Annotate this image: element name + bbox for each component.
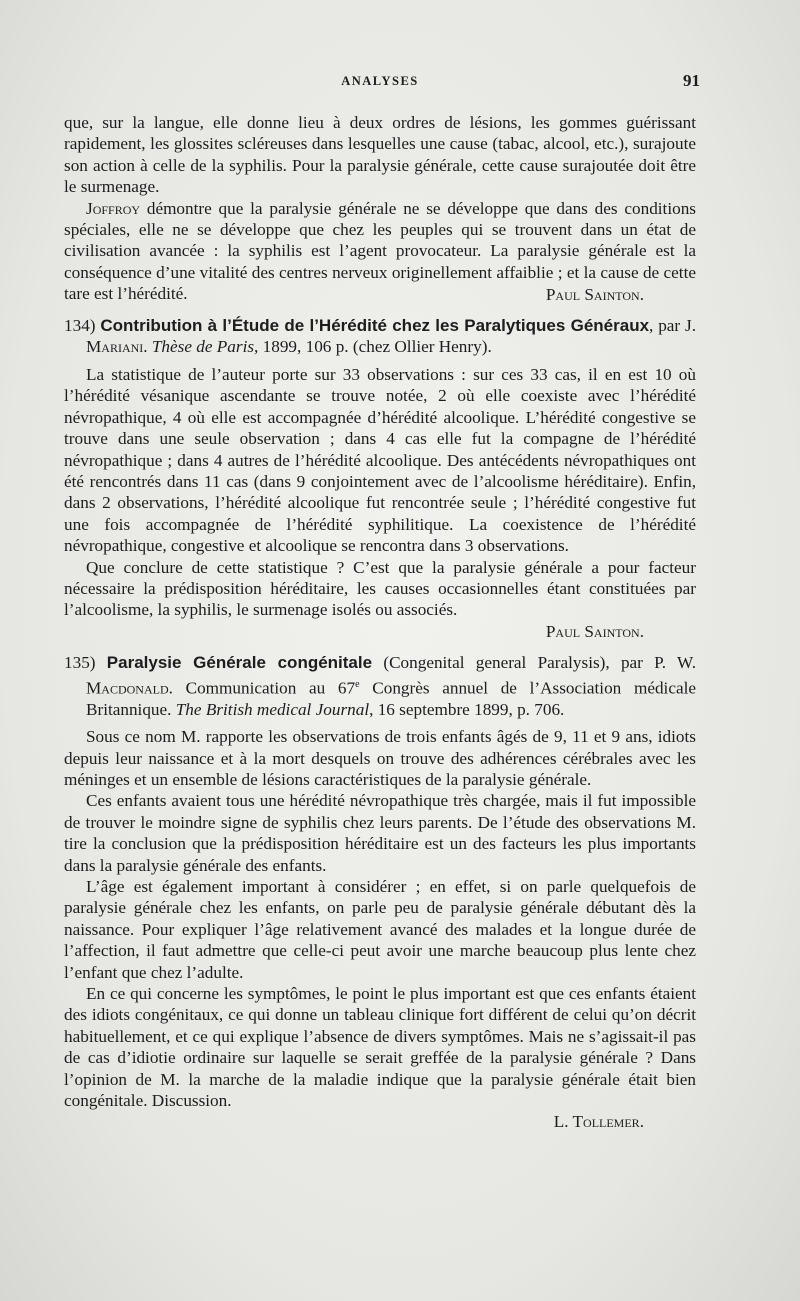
- signature: Paul Sainton.: [545, 284, 644, 304]
- running-title: ANALYSES: [341, 74, 419, 88]
- signature: Paul Sainton.: [545, 621, 644, 641]
- paragraph: Que conclure de cette statistique ? C’est que la paralysie générale a pour facteur nécessaire la prédisposition héréditaire, les causes occasionnelles étant constituées par l’alcoolisme, la syphilis, le surmenage isolés ou associés.: [64, 557, 696, 620]
- paragraph-text: démontre que la paralysie générale ne se développe que dans des conditions spéciales, elle ne se développe que chez les peuples qui se trouvent dans un état de civilisation avancée : la syphilis est l’agent provocateur. La paralysie générale est la conséquence d’une vitalité des centres nerveux originellement affaiblie ; et la cause de cette tare est l’hérédité.: [64, 198, 696, 304]
- entry-author: Macdonald: [86, 678, 169, 698]
- entry-by: , par J.: [649, 316, 696, 336]
- entry-publication-c: , 16 septembre 1899, p. 706.: [369, 699, 565, 719]
- paragraph: En ce qui concerne les symptômes, le point le plus important est que ces enfants étaient des idiots congénitaux, ce qui donne un tableau clinique fort différent de celui qu’on décrit habituellement, et ce qui explique l’absence de divers symptômes. Mais ne s’agissait-il pas de cas d’idiotie ordinaire sur laquelle se serait greffée de la paralysie générale ? Dans l’opinion de M. la marche de la maladie indique que la paralysie générale était bien congénitale. Discussion.: [64, 983, 696, 1111]
- entry-134: [64, 315, 696, 642]
- paragraph: L’âge est également important à considérer ; en effet, si on parle quelquefois de paralysie générale chez les enfants, on parle peu de paralysie générale débutant dès la naissance. Pour expliquer l’âge relativement avancé des malades et la longue durée de l’affection, il faut admettre que celle-ci peut avoir une marche beaucoup plus lente chez l’enfant que chez l’adulte.: [64, 876, 696, 982]
- paragraph: que, sur la langue, elle donne lieu à deux ordres de lésions, les gommes guérissant rapidement, les glossites scléreuses dans lesquelles une cause (tabac, alcool, etc.), surajoute son action à celle de la syphilis. Pour la paralysie générale, cette cause surajoutée doit être le surmenage.: [64, 113, 696, 197]
- author-name: Joffroy: [86, 198, 141, 218]
- paragraph: Ces enfants avaient tous une hérédité névropathique très chargée, mais il fut impossible de trouver le moindre signe de syphilis chez leurs parents. De l’étude des observations M. tire la conclusion que la prédisposition héréditaire est un des facteurs les plus importants dans la paralysie générale des enfants.: [64, 791, 696, 875]
- entry-publication-b: Congrès annuel de l’Association médicale Britannique.: [86, 678, 696, 719]
- entry-135: [64, 652, 696, 1133]
- running-header: [0, 71, 800, 96]
- entry-author: Mariani: [86, 337, 144, 357]
- entry-english-title: (Congenital general Paralysis), par P. W.: [372, 653, 696, 673]
- entry-publication-details: , 1899, 106 p. (chez Ollier Henry).: [254, 337, 492, 357]
- signature: L. Tollemer.: [553, 1112, 644, 1132]
- entry-heading: 134) Contribution à l’Étude de l’Hérédité chez les Paralytiques Généraux, par J. Mariani. Thèse de Paris, 1899, 106 p. (chez Ollier Henry).: [64, 316, 696, 357]
- entry-publication: Thèse de Paris: [151, 337, 255, 357]
- entry-number: 134): [64, 316, 96, 336]
- entry-title: Contribution à l’Étude de l’Hérédité chez les Paralytiques Généraux: [100, 316, 650, 336]
- paragraph: La statistique de l’auteur porte sur 33 observations : sur ces 33 cas, il en est 10 où l’hérédité vésanique ascendante se trouve notée, 2 où elle coexiste avec l’hérédité névropathique, 4 où elle est accompagnée d’hérédité alcoolique. L’hérédité congestive se trouve dans une seule observation ; dans 4 cas elle fut la compagne de l’hérédité névropathique ; dans 4 autres de l’hérédité alcoolique. Des antécédents névropathiques ont été rencontrés dans 11 cas (dans 9 conjointement avec de l’alcoolisme héréditaire). Enfin, dans 2 observations, l’hérédité alcoolique fut rencontrée seule ; l’hérédité congestive fut une fois accompagnée de l’hérédité syphilitique. La coexistence de l’hérédité névropathique, congestive et alcoolique se rencontra dans 3 observations.: [64, 364, 696, 556]
- entry-heading: [64, 652, 696, 720]
- entry-journal: The British medical Journal: [175, 699, 370, 719]
- paragraph: Sous ce nom M. rapporte les observations de trois enfants âgés de 9, 11 et 9 ans, idiots depuis leur naissance et à la mort desquels on trouve des adhérences cérébrales avec les méninges et un ensemble de lésions caractéristiques de la paralysie générale.: [64, 727, 696, 789]
- body-text: [64, 112, 696, 1133]
- ordinal-suffix: e: [355, 678, 360, 690]
- entry-publication-a: . Communication au 67: [168, 678, 356, 698]
- entry-title: Paralysie Générale congénitale: [106, 653, 373, 673]
- entry-number: 135): [64, 653, 96, 673]
- page-number: 91: [683, 71, 700, 90]
